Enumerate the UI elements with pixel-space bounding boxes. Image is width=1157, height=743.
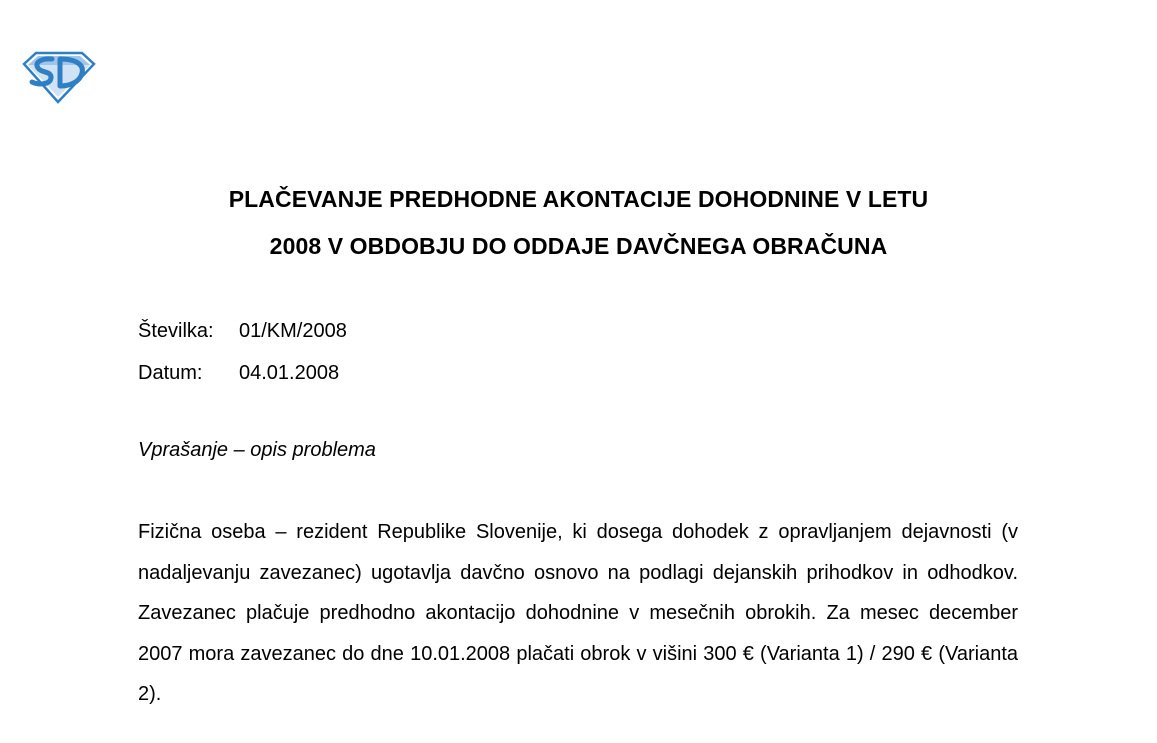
document-number-row bbox=[138, 320, 347, 343]
document-number-label: Številka: bbox=[138, 320, 214, 342]
diamond-shield-logo-icon bbox=[22, 50, 96, 104]
document-title-line-2: 2008 V OBDOBJU DO ODDAJE DAVČNEGA OBRAČUNA bbox=[269, 233, 888, 259]
company-logo bbox=[22, 50, 96, 104]
document-title-line-1: PLAČEVANJE PREDHODNE AKONTACIJE DOHODNINE V LETU bbox=[228, 186, 929, 212]
document-date-label: Datum: bbox=[138, 362, 203, 384]
document-date-value: 04.01.2008 bbox=[239, 362, 340, 384]
document-date-row bbox=[138, 362, 339, 385]
document-number-value: 01/KM/2008 bbox=[239, 320, 347, 342]
section-heading: Vprašanje – opis problema bbox=[138, 439, 376, 461]
section-body-paragraph: Fizična oseba – rezident Republike Slovenije, ki dosega dohodek z opravljanjem dejavnosti (v nadaljevanju zavezanec) ugotavlja davčno osnovo na podlagi dejanskih prihodkov in odhodkov. Zavezanec plačuje predhodno akontacijo dohodnine v mesečnih obrokih. Za mesec december 2007 mora zavezanec do dne 10.01.2008 plačati obrok v višini 300 € (Varianta 1) / 290 € (Varianta 2). bbox=[138, 521, 1018, 705]
